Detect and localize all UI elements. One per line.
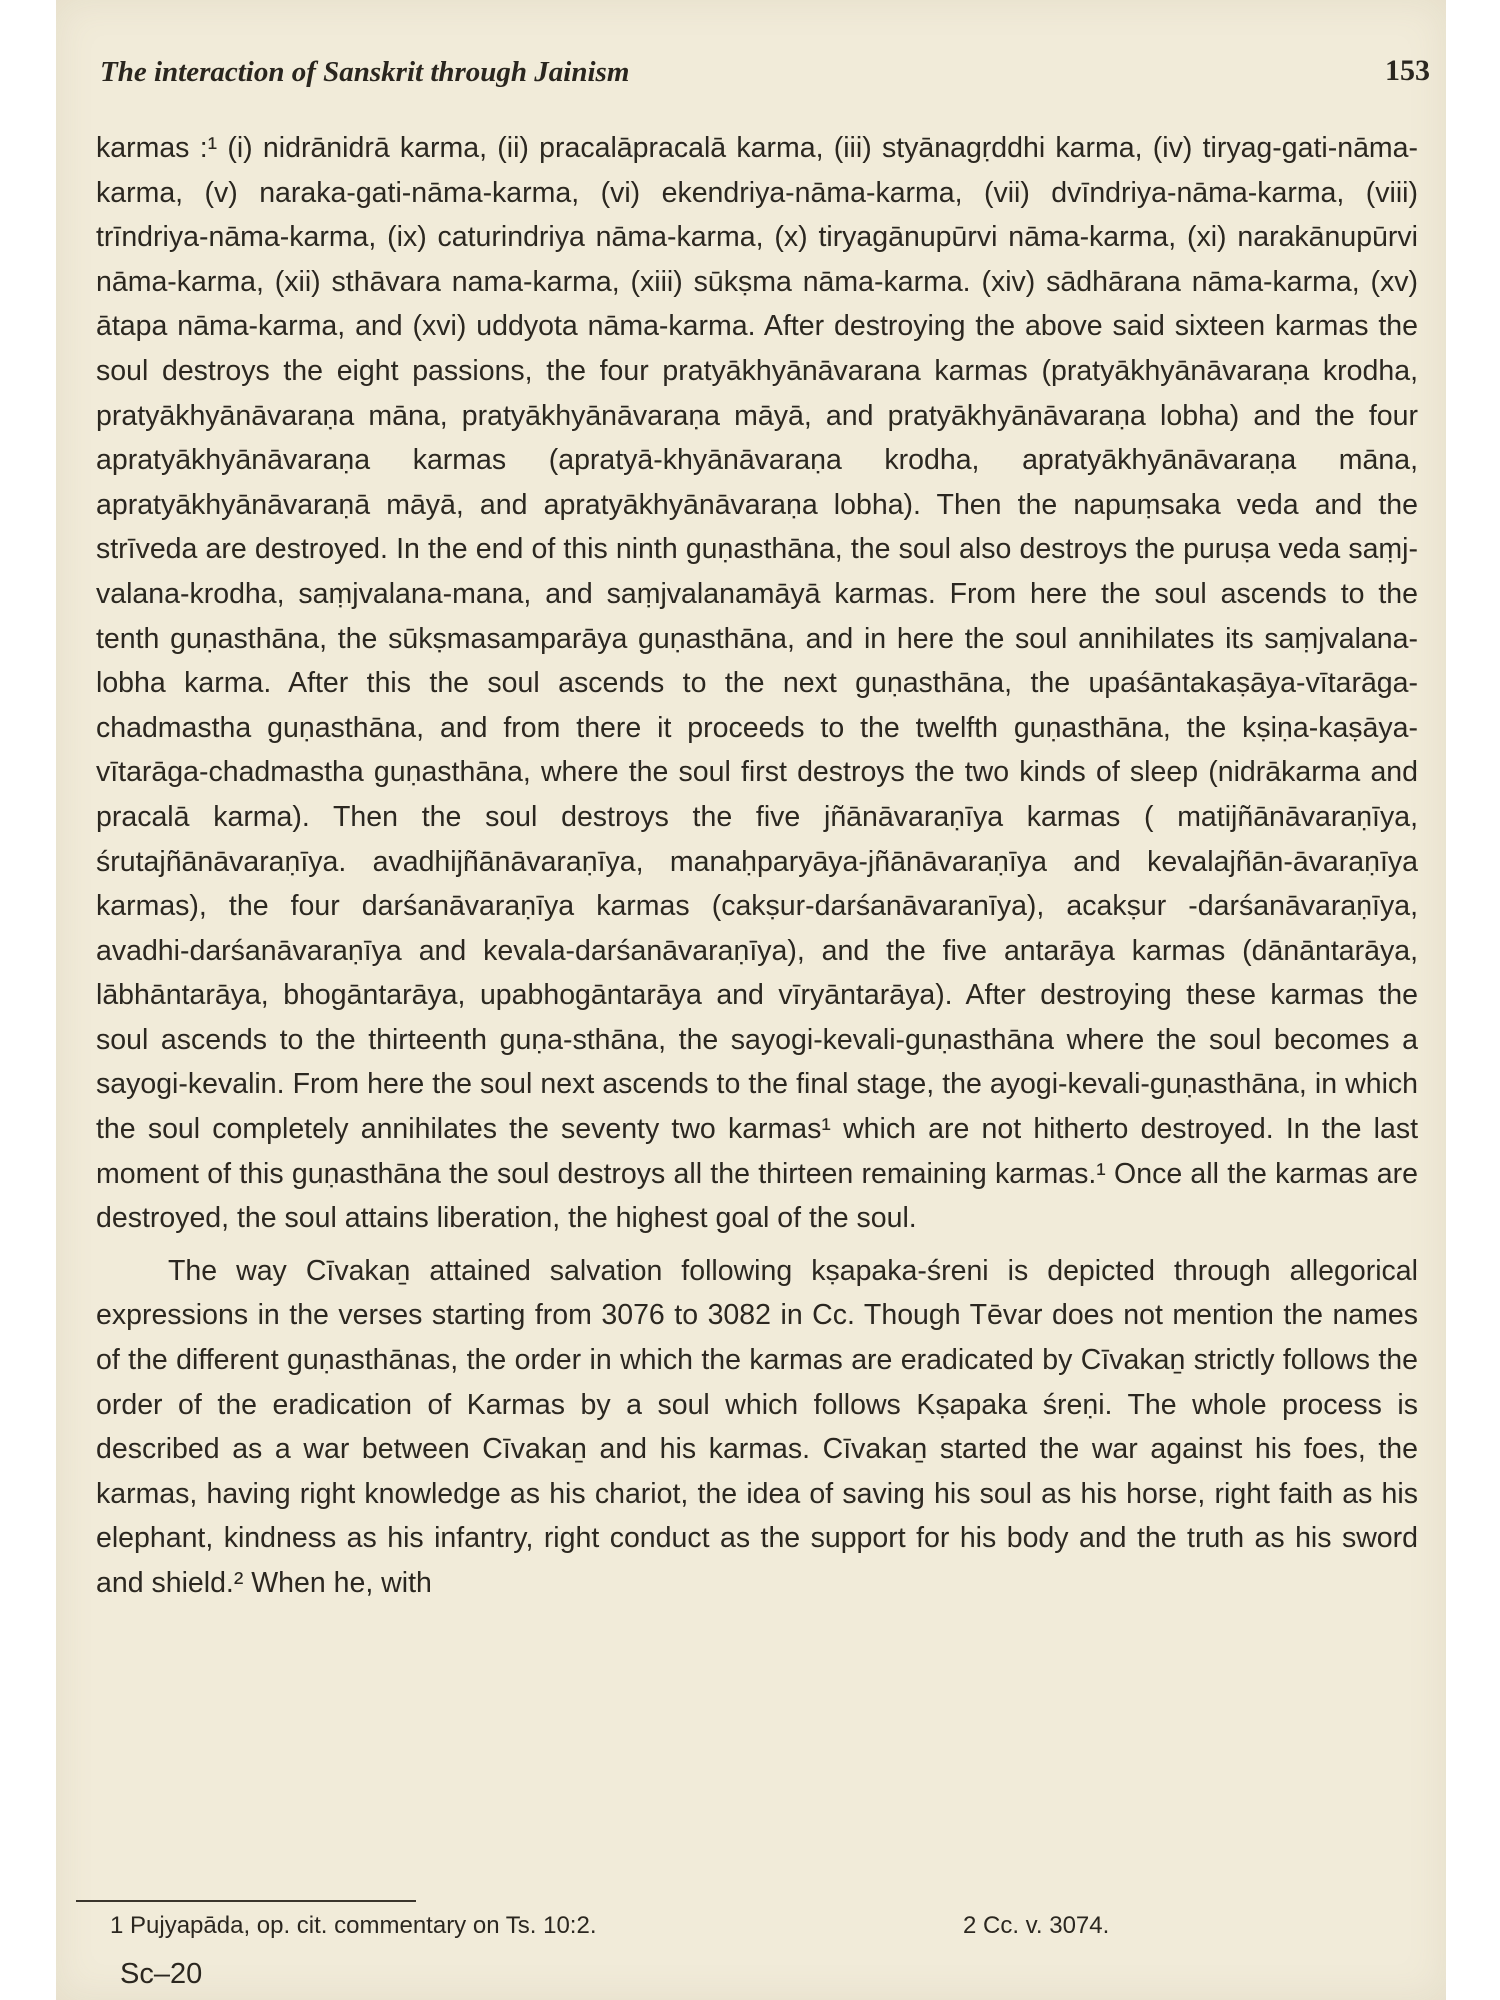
footnotes [110,1912,1370,1946]
footnote-rule [76,1900,416,1902]
footnote-2: 2 Cc. v. 3074. [963,1912,1110,1939]
running-head [100,56,1430,96]
body-text [96,126,1418,1606]
paragraph-1: karmas :¹ (i) nidrānidrā karma, (ii) pracalāpracalā karma, (iii) styānagṛddhi karma, (iv) tiryag-gati-nāma-karma, (v) naraka-gati-nāma-karma, (vi) ekendriya-nāma-karma, (vii) dvīndriya-nāma-karma, (viii) trīndriya-nāma-karma, (ix) caturindriya nāma-karma, (x) tiryagānupūrvi nāma-karma, (xi) narakānupūrvi nāma-karma, (xii) sthāvara nama-karma, (xiii) sūkṣma nāma-karma. (xiv) sādhārana nāma-karma, (xv) ātapa nāma-karma, and (xvi) uddyota nāma-karma. After destroying the above said sixteen karmas the soul destroys the eight passions, the four pratyākhyānāvarana karmas (pratyākhyānāvaraṇa krodha, pratyākhyānāvaraṇa māna, pratyākhyānāvaraṇa māyā, and pratyākhyānāvaraṇa lobha) and the four apratyākhyānāvaraṇa karmas (apratyā-khyānāvaraṇa krodha, apratyākhyānāvaraṇa māna, apratyākhyānāvaraṇā māyā, and apratyākhyānāvaraṇa lobha). Then the napuṃsaka veda and the strīveda are destroyed. In the end of this ninth guṇasthāna, the soul also destroys the puruṣa veda saṃj-valana-krodha, saṃjvalana-mana, and saṃjvalanamāyā karmas. From here the soul ascends to the tenth guṇasthāna, the sūkṣmasamparāya guṇasthāna, and in here the soul annihilates its saṃjvalana-lobha karma. After this the soul ascends to the next guṇasthāna, the upaśāntakaṣāya-vītarāga-chadmastha guṇasthāna, and from there it proceeds to the twelfth guṇasthāna, the kṣiṇa-kaṣāya-vītarāga-chadmastha guṇasthāna, where the soul first destroys the two kinds of sleep (nidrākarma and pracalā karma). Then the soul destroys the five jñānāvaraṇīya karmas ( matijñānāvaraṇīya, śrutajñānāvaraṇīya. avadhijñānāvaraṇīya, manaḥparyāya-jñānāvaraṇīya and kevalajñān-āvaraṇīya karmas), the four darśanāvaraṇīya karmas (cakṣur-darśanāvaranīya), acakṣur -darśanāvaraṇīya, avadhi-darśanāvaraṇīya and kevala-darśanāvaraṇīya), and the five antarāya karmas (dānāntarāya, lābhāntarāya, bhogāntarāya, upabhogāntarāya and vīryāntarāya). After destroying these karmas the soul ascends to the thirteenth guṇa-sthāna, the sayogi-kevali-guṇasthāna where the soul becomes a sayogi-kevalin. From here the soul next ascends to the final stage, the ayogi-kevali-guṇasthāna, in which the soul completely annihilates the seventy two karmas¹ which are not hitherto destroyed. In the last moment of this guṇasthāna the soul destroys all the thirteen remaining karmas.¹ Once all the karmas are destroyed, the soul attains liberation, the highest goal of the soul. [96,132,1418,1235]
running-title: The interaction of Sanskrit through Jainism [100,56,630,88]
page-number: 153 [1385,54,1430,87]
signature-mark: Sc–20 [120,1958,203,1990]
paragraph-2: The way Cīvakaṉ attained salvation following kṣapaka-śreni is depicted through allegorical expressions in the verses starting from 3076 to 3082 in Cc. Though Tēvar does not mention the names of the different guṇasthānas, the order in which the karmas are eradicated by Cīvakaṉ strictly follows the order of the eradication of Karmas by a soul which follows Kṣapaka śreṇi. The whole process is described as a war between Cīvakaṉ and his karmas. Cīvakaṉ started the war against his foes, the karmas, having right knowledge as his chariot, the idea of saving his soul as his horse, right faith as his elephant, kindness as his infantry, right conduct as the support for his body and the truth as his sword and shield.² When he, with [96,1254,1418,1599]
footnote-1: 1 Pujyapāda, op. cit. commentary on Ts. 10:2. [110,1912,597,1939]
